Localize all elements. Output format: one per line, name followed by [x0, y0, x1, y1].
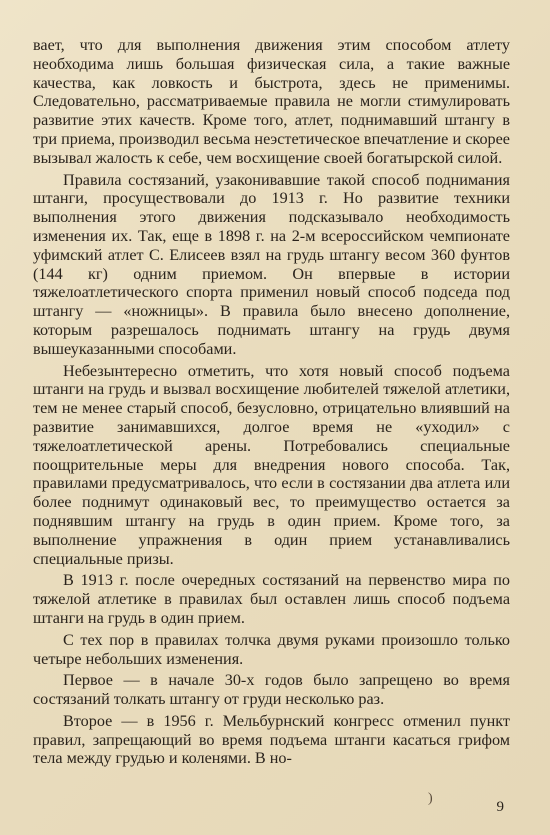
paragraph-competition-rules: Правила состязаний, узаконивавшие такой способ поднимания штанги, просуществовали до 1913 г. Но развитие техники выполнения этого движения подсказывало необходимость изменения их. Так, еще в 1898 г. на 2-м всероссийском чемпионате уфимский атлет С. Елисеев взял на грудь штангу весом 360 фунтов (144 кг) одним приемом. Он впервые в истории тяжелоатлетического спорта применил новый способ подседа под штангу — «ножницы». В правила было внесено дополнение, которым разрешалось поднимать штангу на грудь двумя вышеуказанными способами. [33, 170, 510, 358]
paragraph-1913: В 1913 г. после очередных состязаний на первенство мира по тяжелой атлетике в правилах был оставлен лишь способ подъема штанги на грудь в один прием. [33, 571, 510, 627]
paragraph-first-change: Первое — в начале 30-х годов было запрещено во время состязаний толкать штангу от груди несколько раз. [33, 671, 510, 709]
paragraph-changes: С тех пор в правилах толчка двумя руками произошло только четыре небольших изменения. [33, 630, 510, 668]
paragraph-second-change: Второе — в 1956 г. Мельбурнский конгресс отменил пункт правил, запрещающий во время подъема штанги касаться грифом тела между грудью и коленями. В но- [33, 711, 510, 768]
paragraph-continuation: вает, что для выполнения движения этим способом атлету необходима лишь большая физическая сила, а такие важные качества, как ловкость и быстрота, здесь не применимы. Следовательно, рассматриваемые правила не могли стимулировать развитие этих качеств. Кроме того, атлет, поднимавший штангу в три приема, производил весьма неэстетическое впечатление и скорее вызывал жалость к себе, чем восхищение своей богатырской силой. [33, 36, 510, 167]
page-number: 9 [496, 799, 504, 816]
paragraph-new-method: Небезынтересно отметить, что хотя новый способ подъема штанги на грудь и вызвал восхищение любителей тяжелой атлетики, тем не менее старый способ, безусловно, отрицательно влиявший на развитие занимавшихся, долгое время не «уходил» с тяжелоатлетической арены. Потребовались специальные поощрительные меры для внедрения нового способа. Так, правилами предусматривалось, что если в состязании два атлета или более поднимут одинаковый вес, то преимущество остается за поднявшим штангу на грудь в один прием. Кроме того, за выполнение упражнения в один прием устанавливались специальные призы. [33, 361, 510, 568]
margin-mark: ) [428, 791, 433, 807]
